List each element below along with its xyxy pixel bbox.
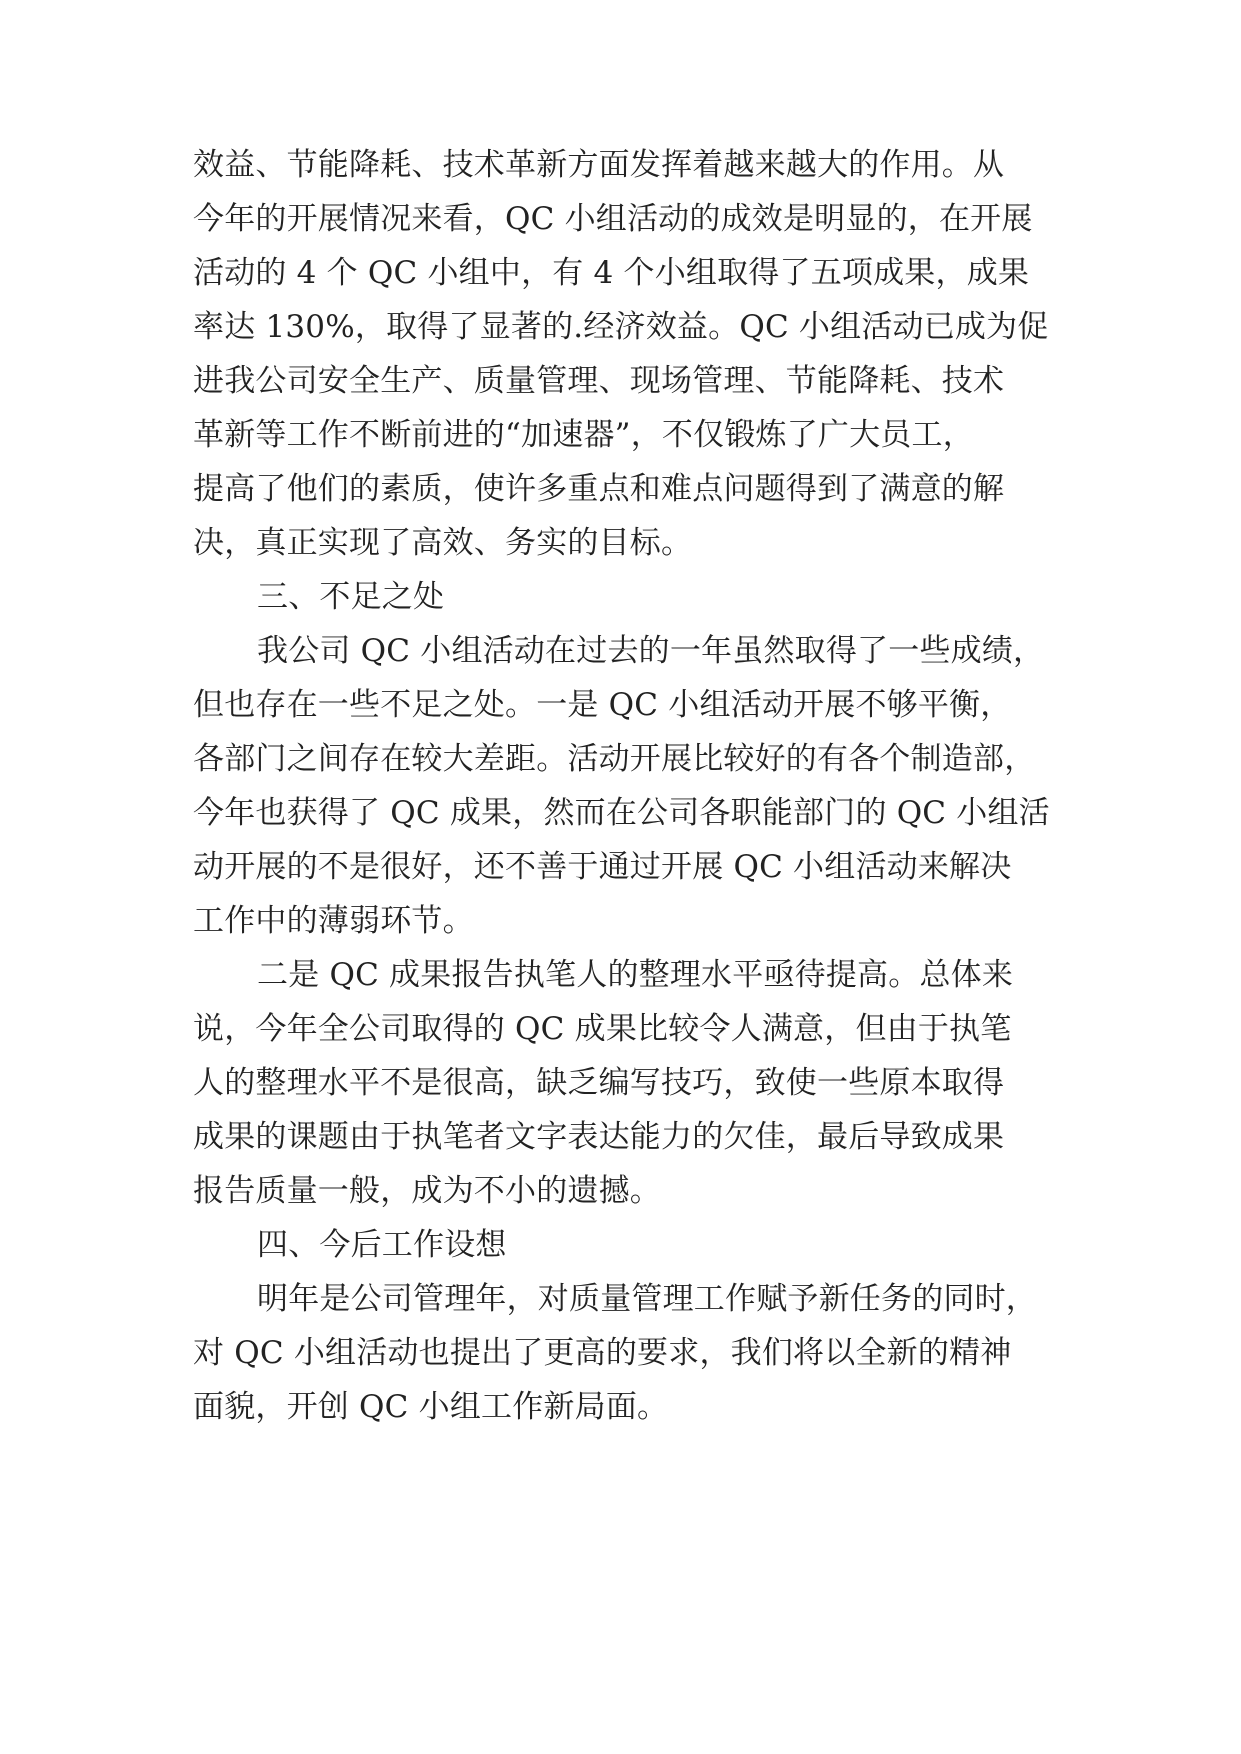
text-line: 成果的课题由于执笔者文字表达能力的欠佳，最后导致成果 — [193, 1119, 1005, 1155]
text-line: 效益、节能降耗、技术革新方面发挥着越来越大的作用。从 — [193, 147, 1005, 183]
text-line: 二是 QC 成果报告执笔人的整理水平亟待提高。总体来 — [257, 957, 1014, 993]
text-line: 提高了他们的素质，使许多重点和难点问题得到了满意的解 — [193, 471, 1005, 507]
section-heading: 四、今后工作设想 — [257, 1227, 507, 1263]
text-line: 但也存在一些不足之处。一是 QC 小组活动开展不够平衡， — [193, 687, 1012, 723]
text-line: 革新等工作不断前进的“加速器”，不仅锻炼了广大员工， — [193, 417, 974, 453]
section-heading: 三、不足之处 — [257, 579, 445, 615]
text-line: 动开展的不是很好，还不善于通过开展 QC 小组活动来解决 — [193, 849, 1012, 885]
text-line: 今年的开展情况来看，QC 小组活动的成效是明显的，在开展 — [193, 201, 1033, 237]
text-line: 决，真正实现了高效、务实的目标。 — [193, 525, 693, 561]
text-line: 今年也获得了 QC 成果，然而在公司各职能部门的 QC 小组活 — [193, 795, 1050, 831]
text-line: 面貌，开创 QC 小组工作新局面。 — [193, 1389, 669, 1425]
text-line: 报告质量一般，成为不小的遗撼。 — [193, 1173, 661, 1209]
text-line: 活动的 4 个 QC 小组中，有 4 个小组取得了五项成果，成果 — [193, 255, 1030, 291]
text-line: 我公司 QC 小组活动在过去的一年虽然取得了一些成绩， — [257, 633, 1045, 669]
text-line: 各部门之间存在较大差距。活动开展比较好的有各个制造部， — [193, 741, 1036, 777]
text-line: 率达 130%，取得了显著的.经济效益。QC 小组活动已成为促 — [193, 309, 1049, 345]
text-line: 人的整理水平不是很高，缺乏编写技巧，致使一些原本取得 — [193, 1065, 1005, 1101]
text-line: 明年是公司管理年，对质量管理工作赋予新任务的同时， — [257, 1281, 1037, 1317]
text-line: 对 QC 小组活动也提出了更高的要求，我们将以全新的精神 — [193, 1335, 1012, 1371]
text-line: 说，今年全公司取得的 QC 成果比较令人满意，但由于执笔 — [193, 1011, 1012, 1047]
text-line: 进我公司安全生产、质量管理、现场管理、节能降耗、技术 — [193, 363, 1005, 399]
text-line: 工作中的薄弱环节。 — [193, 903, 474, 939]
